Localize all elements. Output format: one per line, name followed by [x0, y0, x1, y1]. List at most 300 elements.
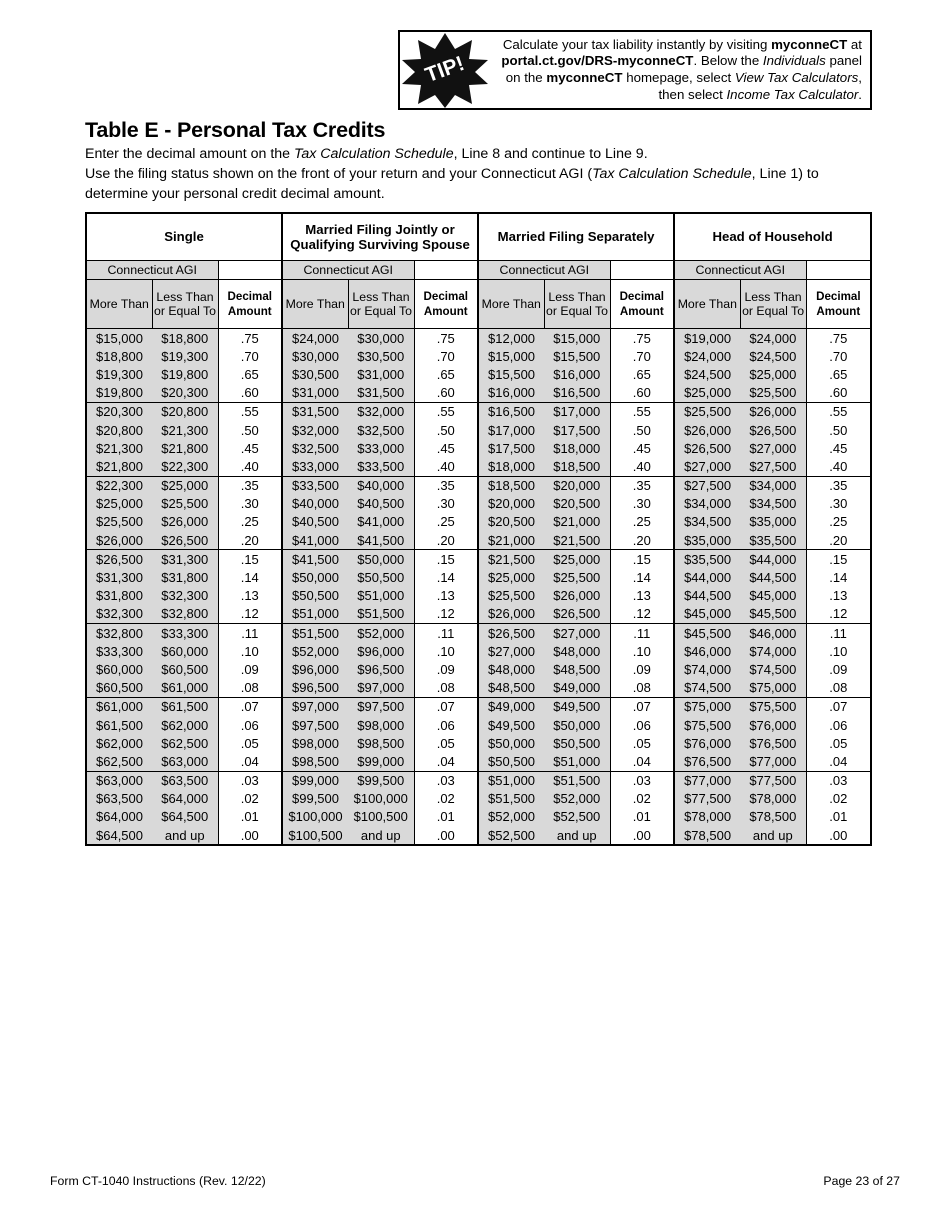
cell-more-than: $98,500	[282, 752, 348, 771]
cell-more-than: $74,500	[674, 679, 740, 698]
cell-less-than-or-equal: $51,000	[348, 587, 414, 605]
cell-decimal-amount: .14	[610, 568, 674, 586]
cell-decimal-amount: .02	[414, 790, 478, 808]
cell-more-than: $20,000	[478, 495, 544, 513]
cell-more-than: $50,000	[282, 568, 348, 586]
cell-less-than-or-equal: $15,500	[544, 347, 610, 365]
cell-decimal-amount: .40	[414, 457, 478, 476]
cell-decimal-amount: .35	[806, 476, 871, 495]
col-header-more-than-mfj: More Than	[282, 280, 348, 329]
cell-decimal-amount: .15	[414, 550, 478, 569]
cell-less-than-or-equal: $51,500	[544, 771, 610, 790]
cell-less-than-or-equal: $63,000	[152, 752, 218, 771]
cell-less-than-or-equal: $40,000	[348, 476, 414, 495]
table-row	[86, 587, 871, 605]
cell-less-than-or-equal: $97,500	[348, 697, 414, 716]
table-row	[86, 439, 871, 457]
decimal-label-l2: Amount	[423, 305, 468, 318]
cell-less-than-or-equal: $25,500	[740, 384, 806, 403]
cell-decimal-amount: .25	[610, 513, 674, 531]
col-header-decimal-single	[218, 280, 282, 329]
cell-decimal-amount: .55	[218, 402, 282, 421]
cell-more-than: $63,500	[86, 790, 152, 808]
cell-less-than-or-equal: $75,000	[740, 679, 806, 698]
cell-more-than: $27,500	[674, 476, 740, 495]
cell-more-than: $34,000	[674, 495, 740, 513]
cell-decimal-amount: .14	[414, 568, 478, 586]
table-row	[86, 384, 871, 403]
cell-more-than: $33,500	[282, 476, 348, 495]
col-header-decimal-hoh	[806, 280, 871, 329]
decimal-label-l2: Amount	[619, 305, 664, 318]
table-row	[86, 531, 871, 550]
cell-less-than-or-equal: $20,300	[152, 384, 218, 403]
cell-decimal-amount: .30	[610, 495, 674, 513]
cell-less-than-or-equal: $41,000	[348, 513, 414, 531]
decimal-header-blank-single	[218, 261, 282, 280]
cell-less-than-or-equal: $60,500	[152, 660, 218, 678]
decimal-header-blank-mfj	[414, 261, 478, 280]
col-header-less-than-mfj: Less Than or Equal To	[348, 280, 414, 329]
cell-less-than-or-equal: $32,500	[348, 421, 414, 439]
cell-decimal-amount: .10	[806, 642, 871, 660]
status-header-row	[86, 213, 871, 261]
cell-decimal-amount: .06	[218, 716, 282, 734]
cell-less-than-or-equal: $46,000	[740, 624, 806, 643]
cell-less-than-or-equal: $22,300	[152, 457, 218, 476]
cell-less-than-or-equal: $60,000	[152, 642, 218, 660]
cell-less-than-or-equal: $99,000	[348, 752, 414, 771]
cell-more-than: $17,500	[478, 439, 544, 457]
cell-decimal-amount: .10	[610, 642, 674, 660]
cell-more-than: $19,300	[86, 365, 152, 383]
cell-less-than-or-equal: $48,500	[544, 660, 610, 678]
cell-less-than-or-equal: $74,500	[740, 660, 806, 678]
cell-less-than-or-equal: $32,800	[152, 605, 218, 624]
footer-page-number: Page 23 of 27	[823, 1174, 900, 1188]
subheader-row	[86, 280, 871, 329]
cell-more-than: $21,500	[478, 550, 544, 569]
cell-less-than-or-equal: $31,300	[152, 550, 218, 569]
cell-more-than: $48,000	[478, 660, 544, 678]
table-row	[86, 697, 871, 716]
cell-more-than: $17,000	[478, 421, 544, 439]
cell-decimal-amount: .01	[414, 808, 478, 826]
cell-decimal-amount: .03	[218, 771, 282, 790]
cell-more-than: $24,500	[674, 365, 740, 383]
cell-decimal-amount: .60	[610, 384, 674, 403]
intro2-schedule-ref: Tax Calculation Schedule	[592, 166, 752, 182]
cell-less-than-or-equal: $50,500	[544, 734, 610, 752]
intro1-schedule-ref: Tax Calculation Schedule	[294, 146, 454, 162]
cell-more-than: $63,000	[86, 771, 152, 790]
cell-less-than-or-equal: $26,000	[544, 587, 610, 605]
cell-less-than-or-equal: $78,000	[740, 790, 806, 808]
cell-more-than: $75,500	[674, 716, 740, 734]
cell-more-than: $96,500	[282, 679, 348, 698]
cell-less-than-or-equal: $41,500	[348, 531, 414, 550]
cell-decimal-amount: .06	[610, 716, 674, 734]
cell-less-than-or-equal: $30,000	[348, 329, 414, 348]
cell-less-than-or-equal: $26,000	[740, 402, 806, 421]
cell-decimal-amount: .50	[218, 421, 282, 439]
cell-less-than-or-equal: $34,000	[740, 476, 806, 495]
cell-more-than: $21,800	[86, 457, 152, 476]
table-row	[86, 771, 871, 790]
cell-decimal-amount: .07	[414, 697, 478, 716]
cell-less-than-or-equal: $45,500	[740, 605, 806, 624]
cell-more-than: $26,500	[478, 624, 544, 643]
cell-more-than: $99,500	[282, 790, 348, 808]
cell-decimal-amount: .05	[414, 734, 478, 752]
table-row	[86, 568, 871, 586]
cell-less-than-or-equal: $61,000	[152, 679, 218, 698]
cell-less-than-or-equal: $21,300	[152, 421, 218, 439]
cell-decimal-amount: .04	[806, 752, 871, 771]
cell-more-than: $25,500	[478, 587, 544, 605]
cell-less-than-or-equal: $62,500	[152, 734, 218, 752]
cell-decimal-amount: .45	[414, 439, 478, 457]
cell-more-than: $64,000	[86, 808, 152, 826]
cell-more-than: $27,000	[478, 642, 544, 660]
cell-less-than-or-equal: $98,000	[348, 716, 414, 734]
tip-message	[488, 37, 870, 103]
cell-less-than-or-equal: $15,000	[544, 329, 610, 348]
cell-less-than-or-equal: $97,000	[348, 679, 414, 698]
cell-less-than-or-equal: $50,000	[544, 716, 610, 734]
cell-less-than-or-equal: $16,000	[544, 365, 610, 383]
cell-less-than-or-equal: and up	[740, 826, 806, 845]
cell-more-than: $30,500	[282, 365, 348, 383]
cell-more-than: $78,000	[674, 808, 740, 826]
tip-star-icon	[402, 32, 488, 108]
cell-more-than: $96,000	[282, 660, 348, 678]
cell-less-than-or-equal: $52,500	[544, 808, 610, 826]
table-row	[86, 347, 871, 365]
cell-more-than: $48,500	[478, 679, 544, 698]
cell-less-than-or-equal: $31,800	[152, 568, 218, 586]
cell-decimal-amount: .08	[610, 679, 674, 698]
cell-more-than: $26,000	[86, 531, 152, 550]
page-title: Table E - Personal Tax Credits	[85, 118, 386, 142]
cell-less-than-or-equal: $33,500	[348, 457, 414, 476]
cell-more-than: $60,500	[86, 679, 152, 698]
cell-more-than: $26,000	[674, 421, 740, 439]
cell-more-than: $21,000	[478, 531, 544, 550]
col-header-more-than-single: More Than	[86, 280, 152, 329]
cell-more-than: $62,500	[86, 752, 152, 771]
cell-decimal-amount: .08	[218, 679, 282, 698]
table-row	[86, 790, 871, 808]
table-row	[86, 421, 871, 439]
cell-less-than-or-equal: $25,000	[740, 365, 806, 383]
cell-more-than: $15,000	[86, 329, 152, 348]
col-header-decimal-mfj	[414, 280, 478, 329]
cell-less-than-or-equal: $26,500	[152, 531, 218, 550]
cell-less-than-or-equal: $21,500	[544, 531, 610, 550]
table-row	[86, 476, 871, 495]
cell-decimal-amount: .00	[414, 826, 478, 845]
cell-decimal-amount: .10	[218, 642, 282, 660]
cell-less-than-or-equal: $61,500	[152, 697, 218, 716]
tip-line4-link: Income Tax Calculator	[726, 86, 859, 102]
decimal-header-blank-mfs	[610, 261, 674, 280]
cell-less-than-or-equal: $26,500	[740, 421, 806, 439]
cell-more-than: $51,000	[282, 605, 348, 624]
cell-less-than-or-equal: $25,000	[152, 476, 218, 495]
table-row	[86, 734, 871, 752]
cell-more-than: $45,500	[674, 624, 740, 643]
cell-decimal-amount: .25	[414, 513, 478, 531]
col-header-more-than-hoh: More Than	[674, 280, 740, 329]
cell-less-than-or-equal: $49,000	[544, 679, 610, 698]
cell-decimal-amount: .15	[610, 550, 674, 569]
cell-less-than-or-equal: $26,500	[544, 605, 610, 624]
decimal-label-l2: Amount	[227, 305, 272, 318]
cell-more-than: $27,000	[674, 457, 740, 476]
cell-less-than-or-equal: $76,000	[740, 716, 806, 734]
decimal-label-l2: Amount	[816, 305, 861, 318]
table-row	[86, 752, 871, 771]
cell-more-than: $26,000	[478, 605, 544, 624]
cell-more-than: $25,000	[86, 495, 152, 513]
cell-more-than: $75,000	[674, 697, 740, 716]
cell-decimal-amount: .05	[610, 734, 674, 752]
cell-less-than-or-equal: $33,000	[348, 439, 414, 457]
decimal-label-l1: Decimal	[816, 290, 861, 303]
cell-more-than: $33,300	[86, 642, 152, 660]
cell-more-than: $50,000	[478, 734, 544, 752]
agi-header-mfs: Connecticut AGI	[478, 261, 610, 280]
cell-less-than-or-equal: $24,500	[740, 347, 806, 365]
cell-less-than-or-equal: $76,500	[740, 734, 806, 752]
cell-more-than: $26,500	[86, 550, 152, 569]
cell-more-than: $30,000	[282, 347, 348, 365]
cell-more-than: $60,000	[86, 660, 152, 678]
cell-more-than: $12,000	[478, 329, 544, 348]
table-row	[86, 642, 871, 660]
cell-decimal-amount: .65	[414, 365, 478, 383]
cell-less-than-or-equal: $19,800	[152, 365, 218, 383]
cell-more-than: $44,500	[674, 587, 740, 605]
cell-more-than: $34,500	[674, 513, 740, 531]
cell-decimal-amount: .75	[218, 329, 282, 348]
cell-decimal-amount: .65	[218, 365, 282, 383]
cell-decimal-amount: .01	[806, 808, 871, 826]
cell-decimal-amount: .30	[218, 495, 282, 513]
tip-line3-part1: on the	[505, 70, 547, 85]
col-header-less-than-mfs: Less Than or Equal To	[544, 280, 610, 329]
cell-less-than-or-equal: $51,000	[544, 752, 610, 771]
cell-more-than: $35,500	[674, 550, 740, 569]
cell-decimal-amount: .08	[806, 679, 871, 698]
cell-less-than-or-equal: $20,000	[544, 476, 610, 495]
cell-decimal-amount: .60	[218, 384, 282, 403]
cell-less-than-or-equal: $16,500	[544, 384, 610, 403]
cell-less-than-or-equal: $31,500	[348, 384, 414, 403]
cell-decimal-amount: .50	[414, 421, 478, 439]
cell-decimal-amount: .75	[414, 329, 478, 348]
cell-decimal-amount: .04	[610, 752, 674, 771]
tip-line2-part4: panel	[825, 53, 862, 69]
decimal-label-l1: Decimal	[227, 290, 272, 303]
cell-decimal-amount: .70	[806, 347, 871, 365]
cell-decimal-amount: .04	[218, 752, 282, 771]
cell-less-than-or-equal: and up	[544, 826, 610, 845]
cell-more-than: $18,500	[478, 476, 544, 495]
cell-less-than-or-equal: $25,500	[152, 495, 218, 513]
cell-less-than-or-equal: $62,000	[152, 716, 218, 734]
decimal-header-blank-hoh	[806, 261, 871, 280]
status-header-hoh: Head of Household	[674, 213, 871, 261]
cell-decimal-amount: .00	[806, 826, 871, 845]
cell-less-than-or-equal: $48,000	[544, 642, 610, 660]
table-row	[86, 716, 871, 734]
intro1-part3: , Line 8 and continue to Line 9.	[453, 146, 648, 162]
table-row	[86, 513, 871, 531]
cell-less-than-or-equal: $64,000	[152, 790, 218, 808]
cell-decimal-amount: .05	[218, 734, 282, 752]
cell-decimal-amount: .12	[218, 605, 282, 624]
cell-more-than: $50,500	[282, 587, 348, 605]
cell-decimal-amount: .09	[610, 660, 674, 678]
cell-more-than: $32,000	[282, 421, 348, 439]
cell-less-than-or-equal: $64,500	[152, 808, 218, 826]
table-row	[86, 826, 871, 845]
cell-decimal-amount: .14	[806, 568, 871, 586]
cell-more-than: $51,500	[282, 624, 348, 643]
cell-less-than-or-equal: $27,500	[740, 457, 806, 476]
cell-decimal-amount: .30	[414, 495, 478, 513]
cell-more-than: $64,500	[86, 826, 152, 845]
cell-decimal-amount: .05	[806, 734, 871, 752]
cell-decimal-amount: .07	[610, 697, 674, 716]
cell-decimal-amount: .55	[806, 402, 871, 421]
cell-decimal-amount: .12	[610, 605, 674, 624]
cell-decimal-amount: .01	[218, 808, 282, 826]
cell-less-than-or-equal: $33,300	[152, 624, 218, 643]
tip-line2-url[interactable]: portal.ct.gov/DRS-myconneCT	[501, 53, 694, 69]
cell-more-than: $31,500	[282, 402, 348, 421]
cell-decimal-amount: .70	[610, 347, 674, 365]
cell-less-than-or-equal: $98,500	[348, 734, 414, 752]
cell-less-than-or-equal: $27,000	[544, 624, 610, 643]
cell-decimal-amount: .12	[806, 605, 871, 624]
cell-more-than: $50,500	[478, 752, 544, 771]
status-header-single: Single	[86, 213, 282, 261]
cell-less-than-or-equal: $40,500	[348, 495, 414, 513]
cell-decimal-amount: .55	[414, 402, 478, 421]
cell-decimal-amount: .60	[414, 384, 478, 403]
tip-callout-box	[398, 30, 872, 110]
personal-tax-credits-table	[85, 212, 872, 846]
cell-more-than: $46,000	[674, 642, 740, 660]
cell-more-than: $100,000	[282, 808, 348, 826]
cell-less-than-or-equal: $51,500	[348, 605, 414, 624]
cell-more-than: $52,500	[478, 826, 544, 845]
cell-less-than-or-equal: $77,500	[740, 771, 806, 790]
cell-decimal-amount: .00	[610, 826, 674, 845]
cell-decimal-amount: .11	[414, 624, 478, 643]
cell-decimal-amount: .20	[218, 531, 282, 550]
cell-less-than-or-equal: $99,500	[348, 771, 414, 790]
cell-decimal-amount: .75	[610, 329, 674, 348]
cell-more-than: $76,500	[674, 752, 740, 771]
cell-less-than-or-equal: $25,500	[544, 568, 610, 586]
agi-header-mfj: Connecticut AGI	[282, 261, 414, 280]
tip-line1-brand: myconneCT	[771, 36, 848, 52]
cell-less-than-or-equal: $18,000	[544, 439, 610, 457]
table-row	[86, 402, 871, 421]
cell-more-than: $25,500	[86, 513, 152, 531]
cell-decimal-amount: .11	[806, 624, 871, 643]
table-row	[86, 679, 871, 698]
cell-more-than: $21,300	[86, 439, 152, 457]
cell-more-than: $15,500	[478, 365, 544, 383]
cell-more-than: $100,500	[282, 826, 348, 845]
cell-more-than: $97,500	[282, 716, 348, 734]
cell-more-than: $20,500	[478, 513, 544, 531]
table-row	[86, 660, 871, 678]
cell-decimal-amount: .03	[806, 771, 871, 790]
cell-less-than-or-equal: $34,500	[740, 495, 806, 513]
tip-line3-brand: myconneCT	[546, 70, 623, 85]
intro2-part1: Use the filing status shown on the front of your return and your Connecticut AGI (	[85, 166, 593, 182]
intro-paragraph-1	[85, 145, 648, 163]
cell-less-than-or-equal: $32,000	[348, 402, 414, 421]
tip-line2-part2: . Below the	[693, 53, 763, 69]
intro1-part1: Enter the decimal amount on the	[85, 146, 294, 162]
tip-star-label: TIP!	[422, 51, 468, 88]
cell-decimal-amount: .70	[414, 347, 478, 365]
cell-decimal-amount: .70	[218, 347, 282, 365]
cell-decimal-amount: .35	[414, 476, 478, 495]
status-header-mfj: Married Filing Jointly or Qualifying Surviving Spouse	[282, 213, 478, 261]
cell-more-than: $33,000	[282, 457, 348, 476]
cell-decimal-amount: .45	[218, 439, 282, 457]
cell-decimal-amount: .20	[414, 531, 478, 550]
cell-more-than: $40,500	[282, 513, 348, 531]
cell-decimal-amount: .02	[806, 790, 871, 808]
cell-decimal-amount: .35	[218, 476, 282, 495]
decimal-label-l1: Decimal	[423, 290, 468, 303]
cell-less-than-or-equal: $63,500	[152, 771, 218, 790]
cell-more-than: $98,000	[282, 734, 348, 752]
cell-more-than: $22,300	[86, 476, 152, 495]
tip-line2-panel: Individuals	[762, 53, 826, 69]
cell-less-than-or-equal: and up	[152, 826, 218, 845]
cell-decimal-amount: .03	[610, 771, 674, 790]
cell-decimal-amount: .40	[218, 457, 282, 476]
cell-less-than-or-equal: $35,500	[740, 531, 806, 550]
cell-decimal-amount: .07	[218, 697, 282, 716]
cell-less-than-or-equal: $35,000	[740, 513, 806, 531]
cell-less-than-or-equal: $96,500	[348, 660, 414, 678]
table-row	[86, 329, 871, 348]
cell-decimal-amount: .35	[610, 476, 674, 495]
cell-more-than: $49,000	[478, 697, 544, 716]
cell-less-than-or-equal: $32,300	[152, 587, 218, 605]
cell-more-than: $76,000	[674, 734, 740, 752]
col-header-less-than-hoh: Less Than or Equal To	[740, 280, 806, 329]
cell-less-than-or-equal: $78,500	[740, 808, 806, 826]
tip-line1-part1: Calculate your tax liability instantly by visiting	[502, 36, 772, 52]
cell-less-than-or-equal: $50,500	[348, 568, 414, 586]
cell-decimal-amount: .07	[806, 697, 871, 716]
cell-decimal-amount: .00	[218, 826, 282, 845]
cell-more-than: $32,500	[282, 439, 348, 457]
cell-less-than-or-equal: $44,000	[740, 550, 806, 569]
